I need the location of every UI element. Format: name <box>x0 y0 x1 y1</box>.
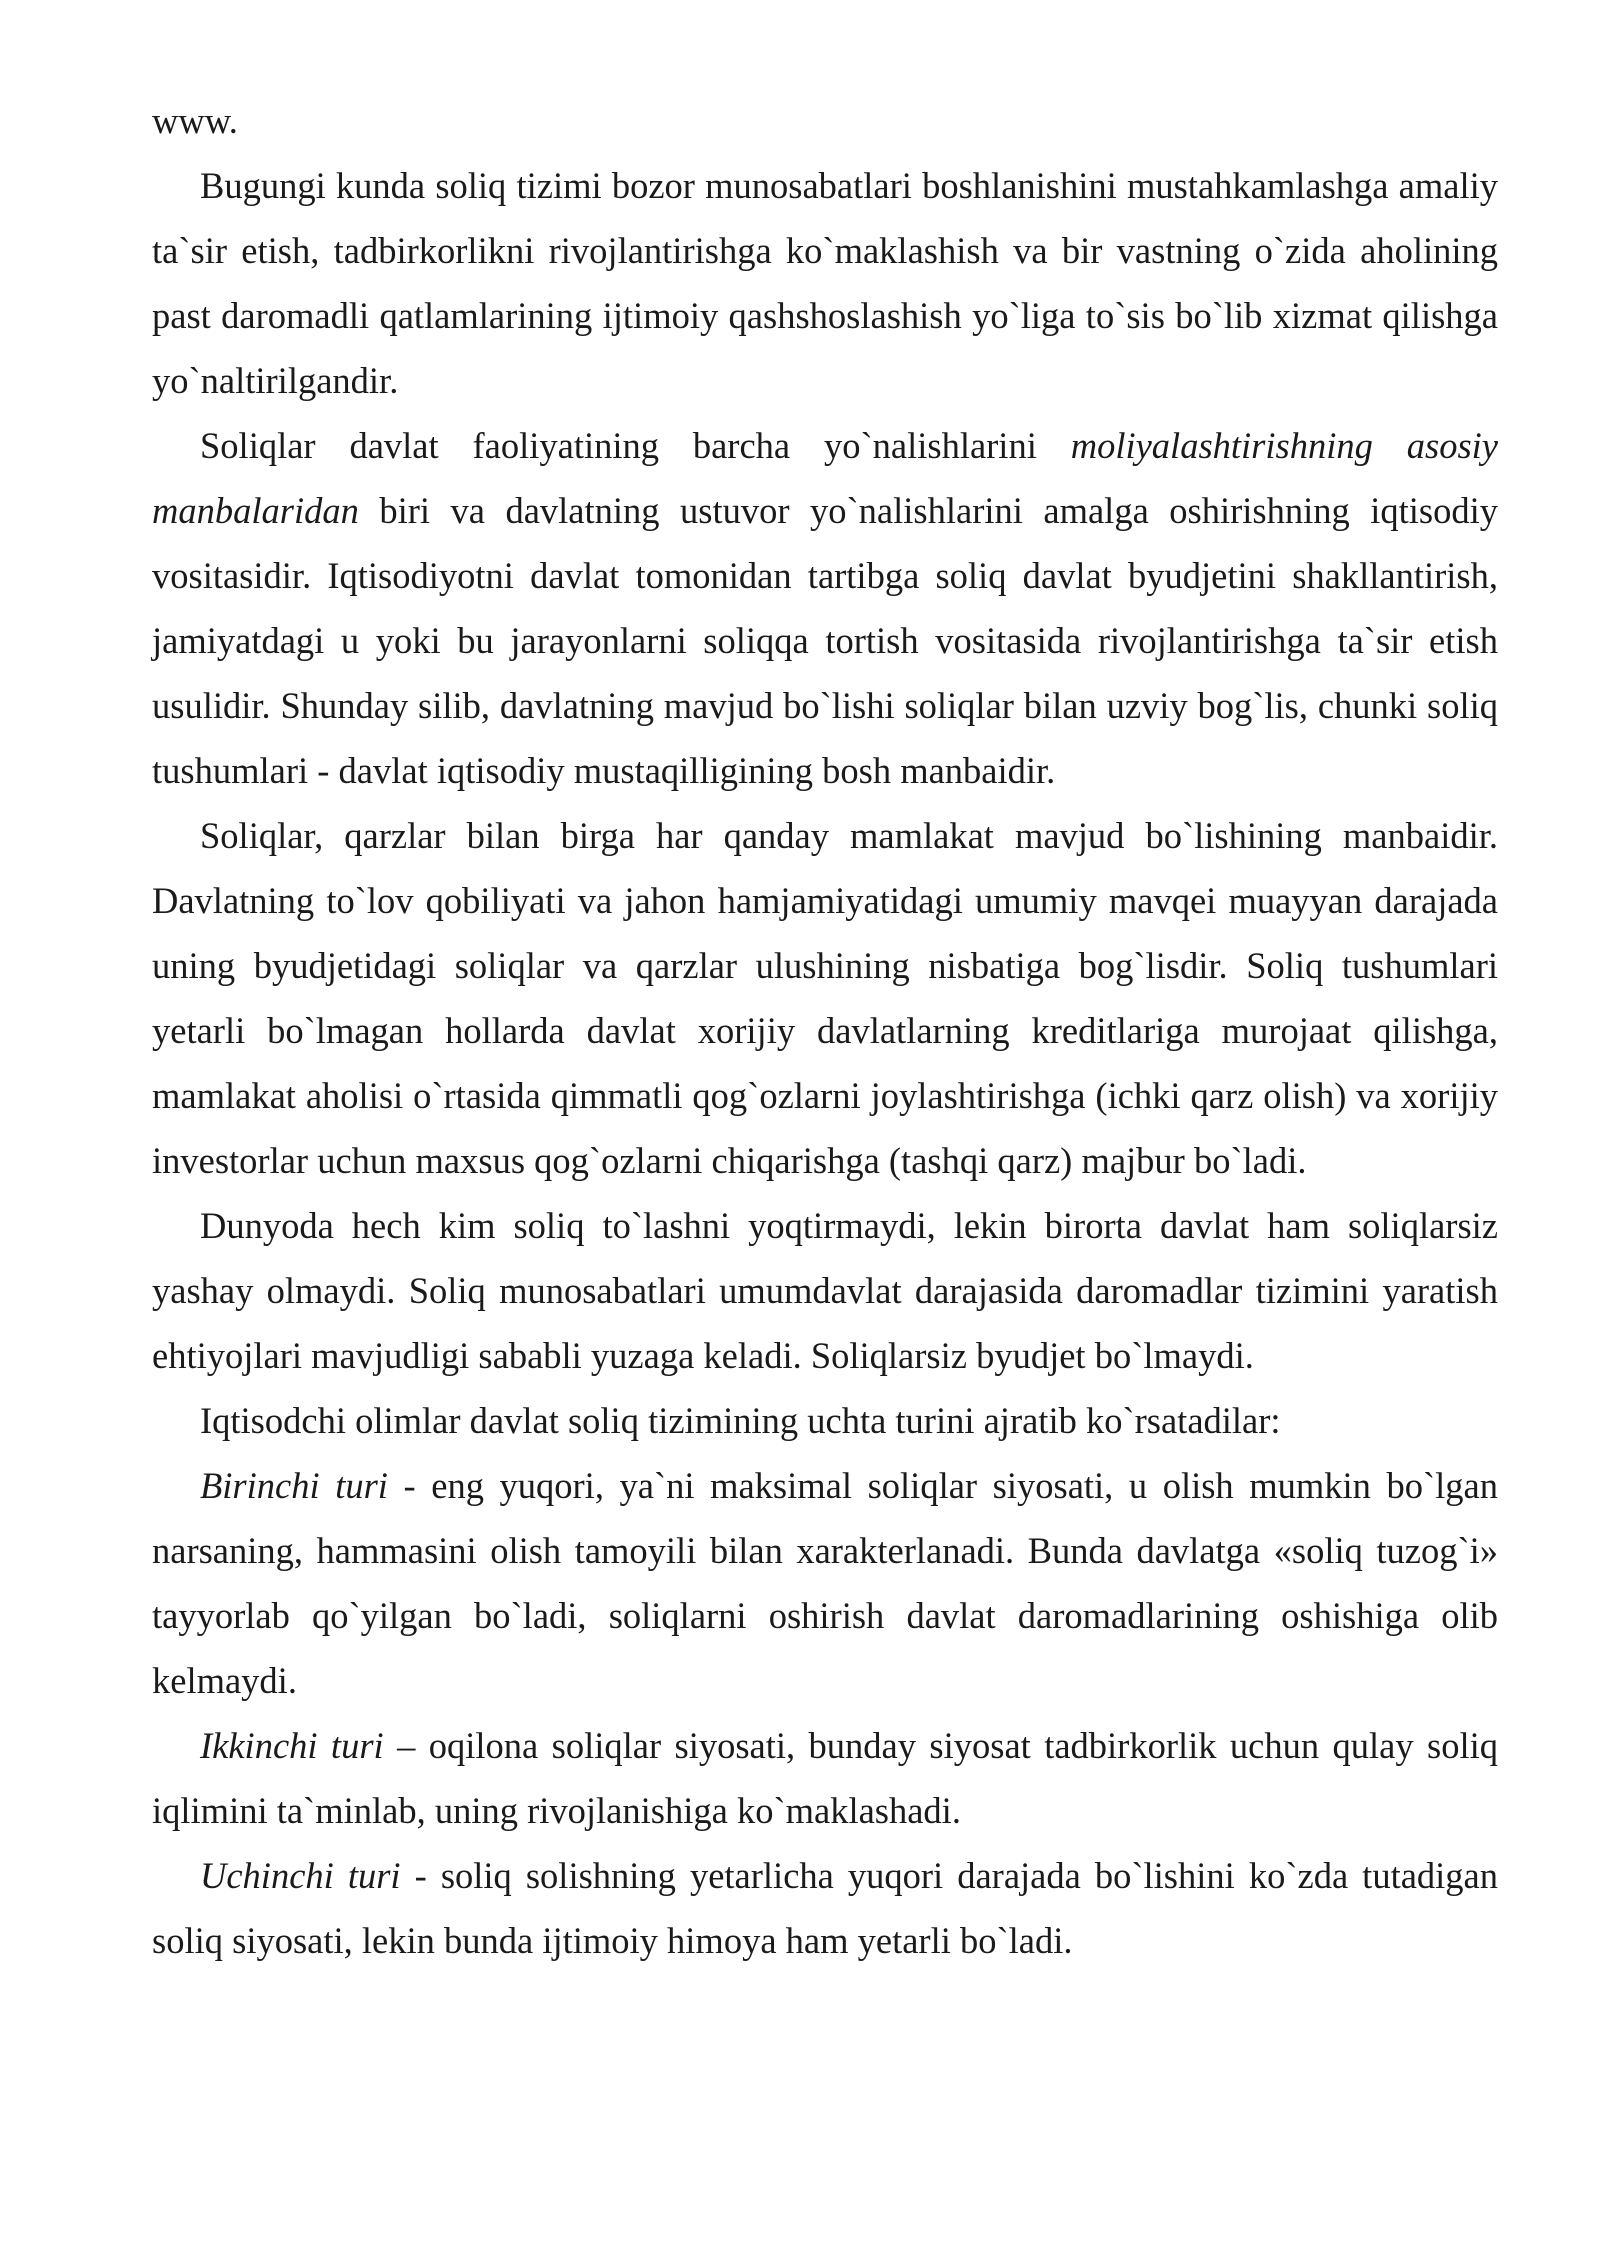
text-run: biri va davlatning ustuvor yo`nalishlarini amalga oshirishning iqtisodiy vositasidir. Iqtisodiyotni davlat tomonidan tartibga soliq davlat byudjetini shakllantirish, jamiyatdagi u yoki bu jarayonlarni soliqqa tortish vositasida rivojlantirishga ta`sir etish usulidir. Shunday silib, davlatning mavjud bo`lishi soliqlar bilan uzviy bog`lis, chunki soliq tushumlari - davlat iqtisodiy mustaqilligining bosh manbaidir. <box>152 490 1498 791</box>
paragraph <box>152 153 1498 413</box>
italic-text-run: Ikkinchi turi <box>200 1725 384 1766</box>
italic-text-run: moliyalashtirishning asosiy manbalaridan <box>152 425 1498 531</box>
paragraph <box>152 803 1498 1193</box>
text-run: Soliqlar davlat faoliyatining barcha yo`nalishlarini <box>200 425 1071 466</box>
text-run: – oqilona soliqlar siyosati, bunday siyosat tadbirkorlik uchun qulay soliq iqlimini ta`minlab, uning rivojlanishiga ko`maklashadi. <box>152 1725 1498 1831</box>
text-run: - soliq solishning yetarlicha yuqori darajada bo`lishini ko`zda tutadigan soliq siyosati, lekin bunda ijtimoiy himoya ham yetarli bo`ladi. <box>152 1855 1499 1961</box>
italic-text-run: Birinchi turi <box>200 1465 388 1506</box>
text-run: Soliqlar, qarzlar bilan birga har qanday mamlakat mavjud bo`lishining manbaidir. Davlatning to`lov qobiliyati va jahon hamjamiyatidagi umumiy mavqei muayyan darajada uning byudjetidagi soliqlar va qarzlar ulushining nisbatiga bog`lisdir. Soliq tushumlari yetarli bo`lmagan hollarda davlat xorijiy davlatlarning kreditlariga murojaat qilishga, mamlakat aholisi o`rtasida qimmatli qog`ozlarni joylashtirishga (ichki qarz olish) va xorijiy investorlar uchun maxsus qog`ozlarni chiqarishga (tashqi qarz) majbur bo`ladi. <box>152 815 1498 1181</box>
paragraph <box>152 413 1498 803</box>
document-page <box>152 88 1498 1973</box>
paragraph <box>152 1453 1498 1713</box>
document-body <box>152 153 1498 1973</box>
paragraph <box>152 1843 1498 1973</box>
italic-text-run: Uchinchi turi <box>200 1855 401 1896</box>
text-run: Dunyoda hech kim soliq to`lashni yoqtirmaydi, lekin birorta davlat ham soliqlarsiz yashay olmaydi. Soliq munosabatlari umumdavlat darajasida daromadlar tizimini yaratish ehtiyojlari mavjudligi sababli yuzaga keladi. Soliqlarsiz byudjet bo`lmaydi. <box>152 1205 1498 1376</box>
url-fragment: www. <box>152 100 238 141</box>
text-run: Bugungi kunda soliq tizimi bozor munosabatlari boshlanishini mustahkamlashga amaliy ta`sir etish, tadbirkorlikni rivojlantirishga ko`maklashish va bir vastning o`zida aholining past daromadli qatlamlarining ijtimoiy qashshoslashish yo`liga to`sis bo`lib xizmat qilishga yo`naltirilgandir. <box>152 165 1498 401</box>
paragraph <box>152 1713 1498 1843</box>
text-run: - eng yuqori, ya`ni maksimal soliqlar siyosati, u olish mumkin bo`lgan narsaning, hammasini olish tamoyili bilan xarakterlanadi. Bunda davlatga «soliq tuzog`i» tayyorlab qo`yilgan bo`ladi, soliqlarni oshirish davlat daromadlarining oshishiga olib kelmaydi. <box>152 1465 1499 1701</box>
paragraph <box>152 1388 1498 1453</box>
paragraph <box>152 1193 1498 1388</box>
text-run: Iqtisodchi olimlar davlat soliq tizimining uchta turini ajratib ko`rsatadilar: <box>200 1400 1281 1441</box>
